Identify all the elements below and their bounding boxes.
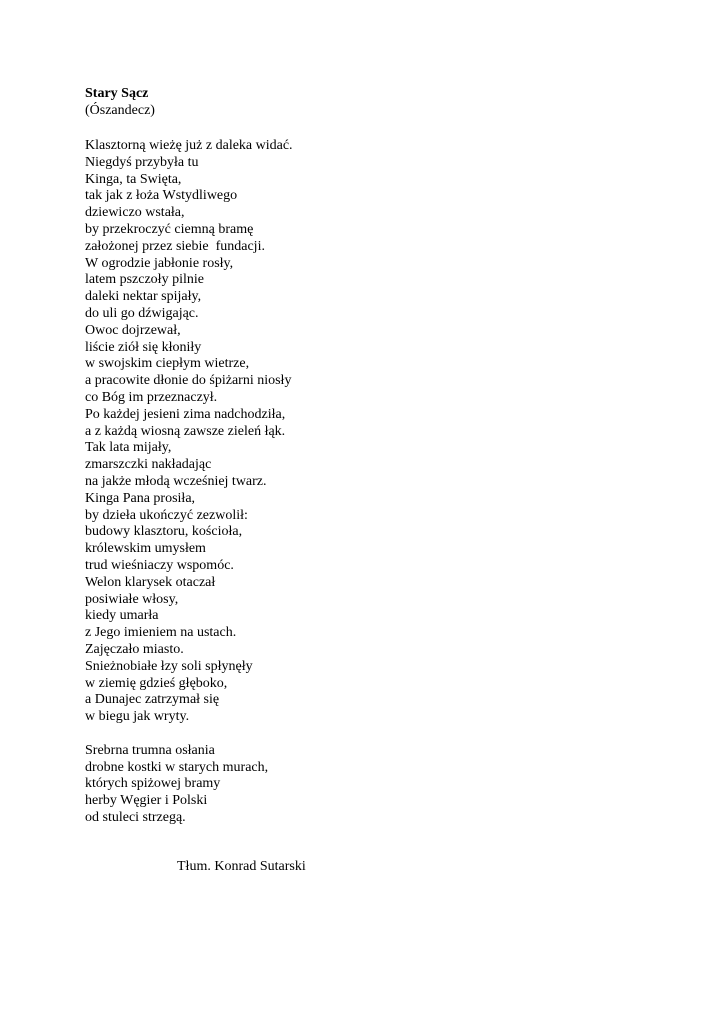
poem-line: a z każdą wiosną zawsze zieleń łąk. — [85, 423, 286, 439]
poem-line: liście ziół się kłoniły — [85, 339, 202, 355]
poem-line: dziewiczo wstała, — [85, 205, 185, 221]
poem-line: w biegu jak wryty. — [85, 709, 190, 725]
spacer — [85, 726, 645, 743]
poem-line: latem pszczoły pilnie — [85, 272, 204, 288]
translator-credit: Tłum. Konrad Sutarski — [177, 859, 306, 874]
poem-line: Kinga, ta Swięta, — [85, 171, 182, 187]
poem-line: do uli go dźwigając. — [85, 305, 199, 321]
poem-line: trud wieśniaczy wspomóc. — [85, 557, 234, 573]
poem-line: Tak lata mijały, — [85, 440, 172, 456]
poem-line: Klasztorną wieżę już z daleka widać. — [85, 138, 293, 153]
poem-subtitle: (Ószandecz) — [85, 103, 155, 118]
poem-line: by przekroczyć ciemną bramę — [85, 221, 254, 237]
poem-line: Niegdyś przybyła tu — [85, 154, 199, 170]
poem-line: Welon klarysek otaczał — [85, 574, 216, 590]
poem-line: zmarszczki nakładając — [85, 457, 212, 473]
poem-line: herby Węgier i Polski — [85, 793, 208, 809]
poem-line: posiwiałe włosy, — [85, 591, 179, 607]
poem-line: na jakże młodą wcześniej twarz. — [85, 473, 267, 489]
poem-line: a Dunajec zatrzymał się — [85, 692, 220, 708]
poem-line: w swojskim ciepłym wietrze, — [85, 356, 250, 372]
poem-line: których spiżowej bramy — [85, 776, 221, 792]
poem-line: w ziemię gdzieś głęboko, — [85, 675, 228, 691]
poem-line: od stuleci strzegą. — [85, 810, 186, 826]
poem-line: daleki nektar spijały, — [85, 289, 202, 305]
poem-line: kiedy umarła — [85, 608, 159, 624]
poem-line: założonej przez siebie fundacji. — [85, 238, 265, 254]
poem-line: królewskim umysłem — [85, 541, 206, 557]
poem-line: Zajęczało miasto. — [85, 641, 184, 657]
poem-line: a pracowite dłonie do śpiżarni niosły — [85, 373, 292, 389]
poem-line: Owoc dojrzewał, — [85, 322, 181, 338]
poem-line: Po każdej jesieni zima nadchodziła, — [85, 406, 286, 422]
spacer — [85, 119, 645, 138]
poem-line: W ogrodzie jabłonie rosły, — [85, 255, 234, 271]
poem-title: Stary Sącz — [85, 86, 149, 101]
stanza-2 — [85, 743, 645, 827]
poem-line: drobne kostki w starych murach, — [85, 759, 269, 775]
poem-line: z Jego imieniem na ustach. — [85, 625, 237, 641]
poem-line: tak jak z łoża Wstydliwego — [85, 188, 238, 204]
poem-line: Kinga Pana prosiła, — [85, 490, 196, 506]
poem-line: budowy klasztoru, kościoła, — [85, 524, 243, 540]
stanza-1 — [85, 138, 645, 726]
poem-line: Srebrna trumna osłania — [85, 742, 215, 758]
poem-line: Snieżnobiałe łzy soli spłynęły — [85, 658, 253, 674]
poem-line: by dzieła ukończyć zezwolił: — [85, 507, 248, 523]
poem-line: co Bóg im przeznaczył. — [85, 389, 218, 405]
poem — [85, 85, 645, 827]
